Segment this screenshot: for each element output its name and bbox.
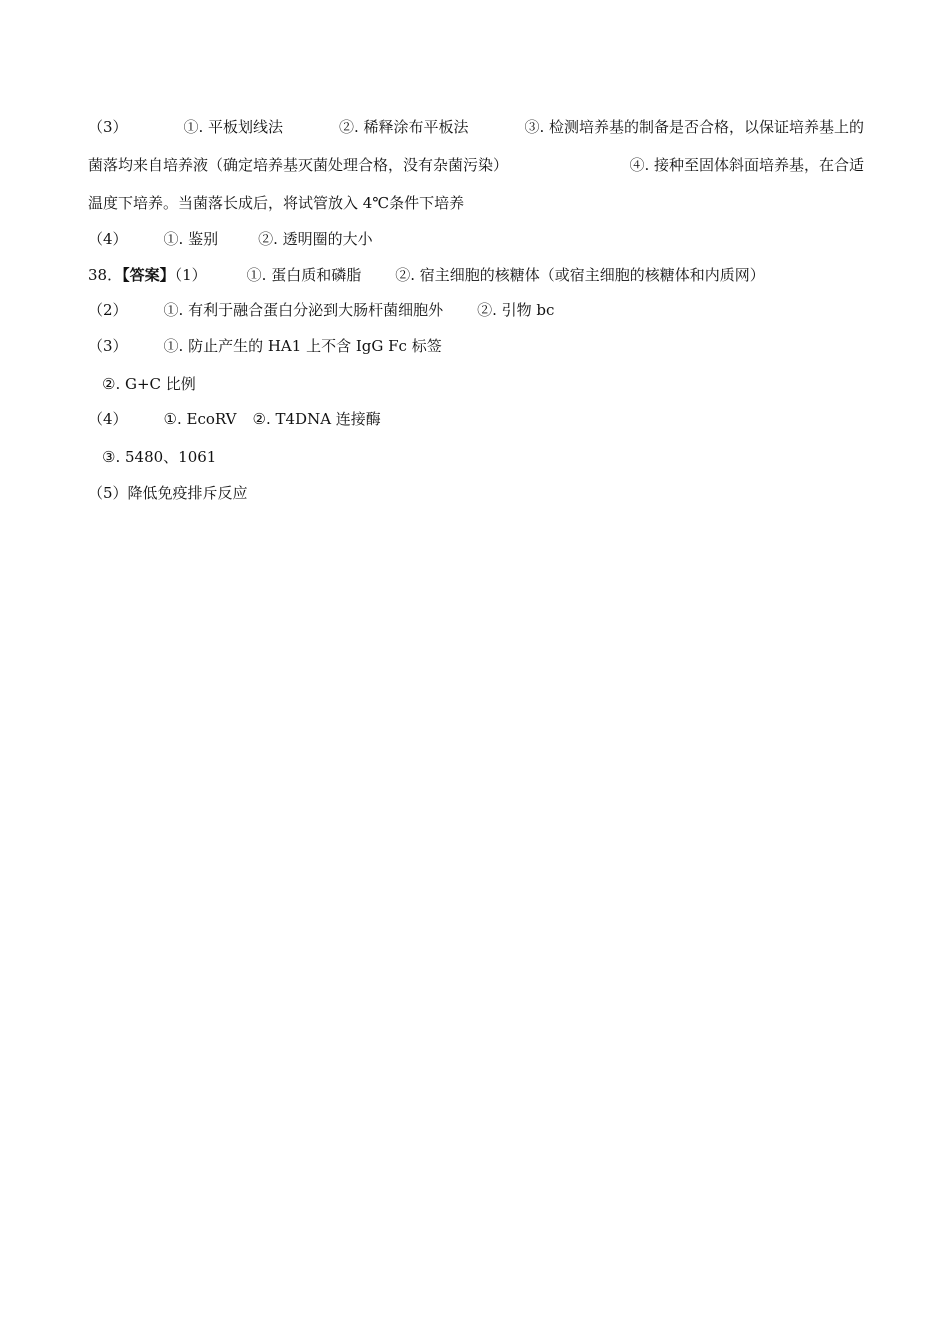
- q38-part3-answer2: ②. G+C 比例: [102, 375, 196, 393]
- q38-part4-answer2: ②. T4DNA 连接酶: [252, 410, 381, 428]
- q37-part3-answer1: ①. 平板划线法: [183, 118, 284, 136]
- q37-part3-answer3-end: 菌落均来自培养液（确定培养基灭菌处理合格，没有杂菌污染）: [88, 156, 509, 174]
- q38-part2-answer1: ①. 有利于融合蛋白分泌到大肠杆菌细胞外: [163, 301, 444, 319]
- q38-part3-line2: [88, 373, 864, 395]
- q37-part4-line: [88, 228, 864, 250]
- q38-part4-number: （4）: [88, 410, 128, 428]
- q37-part4-answer1: ①. 鉴别: [163, 230, 219, 248]
- q37-part3-answer3-start: ③. 检测培养基的制备是否合格，以保证培养基上的: [524, 118, 864, 136]
- q38-part2-line: [88, 299, 864, 321]
- q38-part4-line1: [88, 408, 864, 430]
- q38-part3-line1: [88, 335, 864, 357]
- q37-part3-number: （3）: [88, 118, 128, 136]
- q38-part5-line: [88, 482, 864, 504]
- q38-part4-line2: [88, 446, 864, 468]
- q37-part3-line1: [88, 116, 864, 138]
- q38-part1-number: （1）: [174, 266, 207, 284]
- q37-part3-line3: [88, 192, 864, 214]
- q38-head-line: [88, 264, 864, 286]
- q38-part5-answer: （5）降低免疫排斥反应: [88, 484, 248, 502]
- q38-part2-number: （2）: [88, 301, 128, 319]
- q37-part3-answer4-end: 温度下培养。当菌落长成后，将试管放入 4℃条件下培养: [88, 194, 465, 212]
- q38-part4-answer3: ③. 5480、1061: [102, 448, 217, 466]
- answer-tag: 【答案】: [122, 266, 175, 284]
- q38-part3-answer1: ①. 防止产生的 HA1 上不含 IgG Fc 标签: [163, 337, 442, 355]
- q37-part3-answer4-start: ④. 接种至固体斜面培养基，在合适: [629, 156, 864, 174]
- q37-part3-answer2: ②. 稀释涂布平板法: [338, 118, 469, 136]
- q37-part4-answer2: ②. 透明圈的大小: [258, 230, 373, 248]
- q38-part4-answer1: ①. EcoRV: [163, 410, 237, 428]
- q37-part4-number: （4）: [88, 230, 128, 248]
- q38-part3-number: （3）: [88, 337, 128, 355]
- q38-part1-answer2: ②. 宿主细胞的核糖体（或宿主细胞的核糖体和内质网）: [395, 266, 765, 284]
- q38-part1-answer1: ①. 蛋白质和磷脂: [246, 266, 362, 284]
- q38-number: 38．: [88, 266, 123, 284]
- q37-part3-line2: [88, 154, 864, 176]
- q38-part2-answer2: ②. 引物 bc: [477, 301, 555, 319]
